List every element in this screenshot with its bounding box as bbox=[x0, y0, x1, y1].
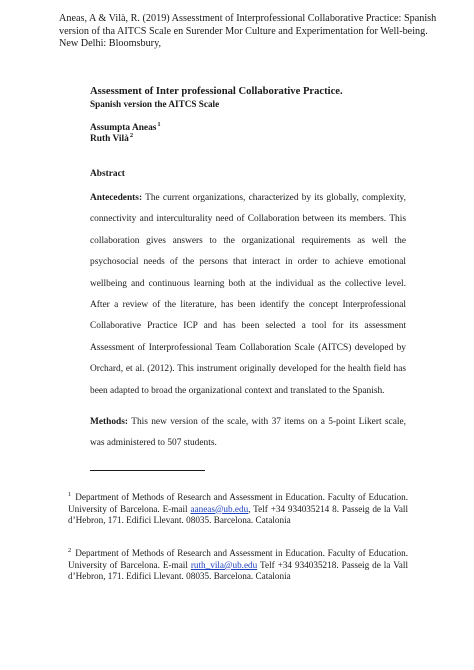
footnote-text-rest: , Telf +34 934035214 8. Passeig de la Vall d’Hebron, 171. Edifici Llevant. 08035. Barcelona. Catalonia bbox=[68, 503, 409, 526]
footnote-text: Department of Methods of Research and Assessment in Education. Faculty of Education. University of Barcelona. E-mail bbox=[68, 548, 408, 570]
footnote-number: 2 bbox=[68, 547, 72, 554]
footnote-1 bbox=[68, 489, 408, 527]
author-footnote-mark: 2 bbox=[129, 132, 134, 139]
abstract-heading: Abstract bbox=[90, 169, 125, 179]
antecedents-label: Antecedents: bbox=[90, 193, 143, 203]
paper-subtitle: Spanish version the AITCS Scale bbox=[90, 99, 220, 109]
author-2 bbox=[90, 130, 133, 145]
antecedents-text: The current organizations, characterized by its globally, complexity, connectivity and interculturality need of Collaboration between its members. This collaboration gives answers to the organizational requirements as well the psychosocial needs of the persons that interact in order to achieve emotional wellbeing and continuous learning both at the individual as the collective level. After a review of the literature, has been identify the concept Interprofessional Collaborative Practice ICP and has been selected a tool for its assessment Assessment of Interprofessional Team Collaboration Scale (AITCS) developed by Orchard, et al. (2012). This instrument originally developed for the health field has been adapted to broad the organizational context and translated to the Spanish. bbox=[90, 193, 406, 396]
methods-label: Methods: bbox=[90, 417, 129, 427]
footnote-number: 1 bbox=[68, 491, 72, 498]
footnote-text-rest: Telf +34 934035218. Passeig de la Vall d’Hebron, 171. Edifici Llevant. 08035. Barcelona. Catalonia bbox=[68, 559, 408, 582]
author-name: Assumpta Aneas bbox=[90, 123, 157, 133]
footnote-text: Department of Methods of Research and Assessment in Education. Faculty of Education. University of Barcelona. E-mail bbox=[68, 492, 408, 514]
email-link[interactable]: aaneas@ub.edu bbox=[190, 503, 249, 514]
methods-paragraph bbox=[90, 412, 406, 455]
methods-text: This new version of the scale, with 37 items on a 5-point Likert scale, was administered to 507 students. bbox=[90, 417, 406, 449]
email-link[interactable]: ruth_vila@ub.edu bbox=[190, 559, 258, 570]
author-name: Ruth Vilà bbox=[90, 134, 129, 144]
paper-title: Assessment of Inter professional Collaborative Practice. bbox=[90, 86, 343, 97]
footnote-separator bbox=[90, 470, 205, 471]
citation-header: Aneas, A & Vilà, R. (2019) Assesstment of Interprofessional Collaborative Practice: Spanish version of tha AITCS Scale en Surender Mor Culture and Experimentation for Well-being. New Delhi: Bloomsbury, bbox=[59, 13, 437, 49]
footnote-2 bbox=[68, 545, 408, 583]
antecedents-paragraph bbox=[90, 188, 406, 402]
author-footnote-mark: 1 bbox=[157, 121, 161, 128]
